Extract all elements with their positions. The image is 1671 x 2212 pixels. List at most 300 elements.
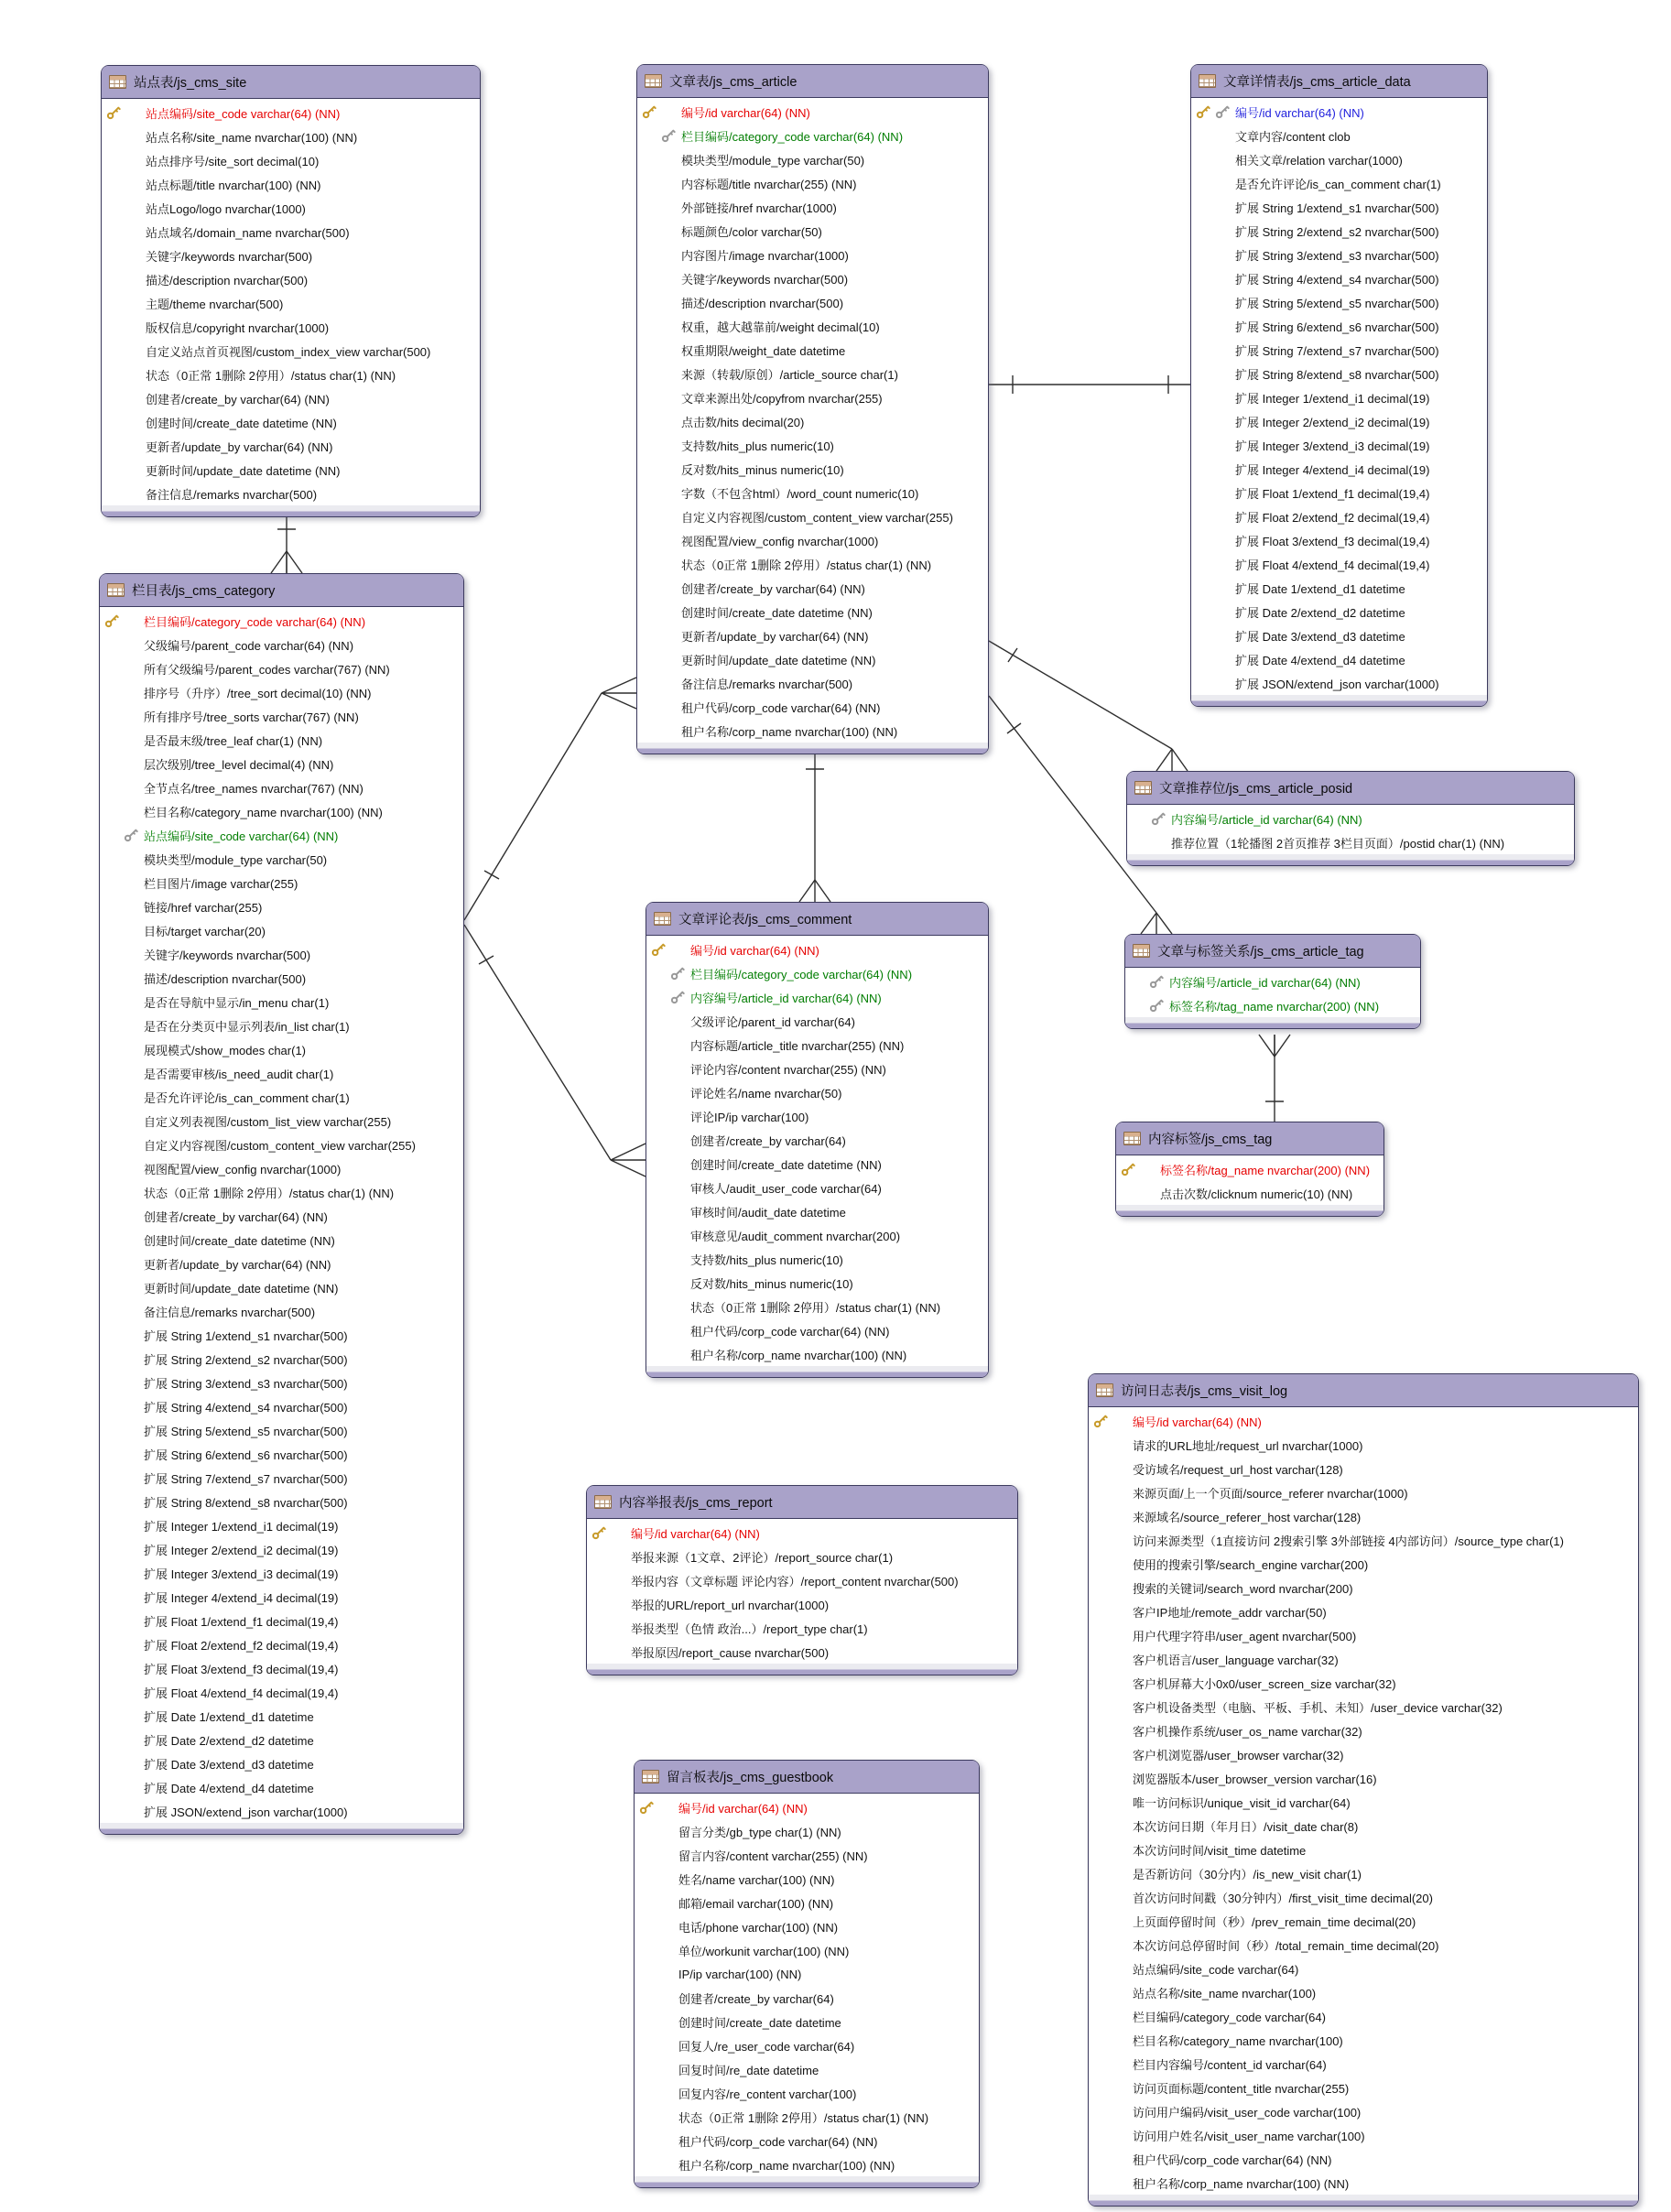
field-row-column[interactable] <box>1089 1719 1638 1742</box>
field-row-fk[interactable] <box>1125 993 1420 1017</box>
field-label: 扩展 String 1/extend_s1 nvarchar(500) <box>1235 201 1439 215</box>
entity-title: 文章推荐位/js_cms_article_posid <box>1159 782 1353 797</box>
field-label: 扩展 Date 3/extend_d3 datetime <box>1235 629 1405 644</box>
field-row-fk[interactable] <box>100 823 463 847</box>
field-row-column[interactable] <box>102 386 480 410</box>
entity-header[interactable] <box>646 903 988 936</box>
field-row-fk[interactable] <box>637 124 988 147</box>
field-label: 首次访问时间戳（30分钟内）/first_visit_time decimal(20) <box>1133 1891 1433 1905</box>
field-label: 本次访问时间/visit_time datetime <box>1133 1843 1307 1858</box>
field-row-column[interactable] <box>637 552 988 576</box>
field-row-column[interactable] <box>1191 385 1487 409</box>
key-icon-slot <box>635 2057 678 2081</box>
entity-header[interactable] <box>637 65 988 98</box>
field-row-column[interactable] <box>102 244 480 267</box>
entity-title: 文章与标签关系/js_cms_article_tag <box>1157 945 1364 960</box>
field-row-column[interactable] <box>635 2010 979 2033</box>
field-row-column[interactable] <box>102 267 480 291</box>
field-row-column[interactable] <box>635 2057 979 2081</box>
field-row-column[interactable] <box>100 1728 463 1751</box>
field-row-column[interactable] <box>1089 1695 1638 1719</box>
field-row-column[interactable] <box>646 1057 988 1080</box>
key-icon-slot <box>100 918 144 942</box>
field-row-column[interactable] <box>635 2129 979 2152</box>
field-row-column[interactable] <box>100 1799 463 1823</box>
entity-header[interactable] <box>1116 1122 1383 1155</box>
table-icon <box>645 74 662 88</box>
key-icon-slot <box>646 1223 690 1247</box>
field-row-column[interactable] <box>100 1751 463 1775</box>
key-icon-slot <box>637 457 681 481</box>
field-row-column[interactable] <box>100 1466 463 1490</box>
field-row-column[interactable] <box>646 1295 988 1318</box>
key-icon-slot <box>637 409 681 433</box>
field-row-column[interactable] <box>100 847 463 871</box>
field-row-column[interactable] <box>635 1891 979 1914</box>
field-row-column[interactable] <box>1089 1814 1638 1838</box>
field-label: 浏览器版本/user_browser_version varchar(16) <box>1133 1772 1377 1786</box>
field-row-column[interactable] <box>1089 1790 1638 1814</box>
field-row-column[interactable] <box>637 623 988 647</box>
field-row-column[interactable] <box>100 1609 463 1632</box>
field-row-column[interactable] <box>1089 2147 1638 2171</box>
entity-js_cms_article_posid[interactable] <box>1126 771 1575 866</box>
field-row-column[interactable] <box>100 1394 463 1418</box>
key-icon-slot <box>646 938 690 961</box>
field-row-column[interactable] <box>1127 830 1574 854</box>
field-row-column[interactable] <box>646 1247 988 1271</box>
key-icon-slot <box>637 504 681 528</box>
field-row-column[interactable] <box>100 1775 463 1799</box>
field-row-column[interactable] <box>1089 1957 1638 1980</box>
field-label: 站点Logo/logo nvarchar(1000) <box>146 201 306 216</box>
field-row-column[interactable] <box>635 1843 979 1867</box>
field-row-column[interactable] <box>102 410 480 434</box>
field-row-column[interactable] <box>100 1418 463 1442</box>
field-row-column[interactable] <box>100 1704 463 1728</box>
field-row-column[interactable] <box>1089 1647 1638 1671</box>
field-row-column[interactable] <box>100 942 463 966</box>
field-row-column[interactable] <box>100 1513 463 1537</box>
key-icon-slot <box>100 895 144 918</box>
field-row-column[interactable] <box>1191 552 1487 576</box>
entity-js_cms_guestbook[interactable] <box>634 1760 980 2188</box>
key-icon-slot <box>637 266 681 290</box>
field-label: 编号/id varchar(64) (NN) <box>1235 105 1364 120</box>
entity-header[interactable] <box>635 1761 979 1794</box>
field-row-column[interactable] <box>646 1104 988 1128</box>
field-row-pk[interactable] <box>635 1795 979 1819</box>
field-label: 唯一访问标识/unique_visit_id varchar(64) <box>1133 1795 1351 1810</box>
field-label: 回复时间/re_date datetime <box>678 2063 819 2077</box>
field-row-column[interactable] <box>637 528 988 552</box>
field-row-column[interactable] <box>102 458 480 482</box>
field-row-column[interactable] <box>1089 1885 1638 1909</box>
field-row-column[interactable] <box>637 481 988 504</box>
key-icon-slot <box>1089 1409 1133 1433</box>
entity-js_cms_report[interactable] <box>586 1485 1018 1675</box>
field-row-column[interactable] <box>100 1228 463 1252</box>
entity-header[interactable] <box>1125 935 1420 968</box>
field-row-column[interactable] <box>100 1347 463 1371</box>
field-row-column[interactable] <box>637 195 988 219</box>
field-label: 来源（转载/原创）/article_source char(1) <box>681 367 898 382</box>
key-icon-slot <box>637 385 681 409</box>
field-row-column[interactable] <box>100 1204 463 1228</box>
field-row-column[interactable] <box>100 1537 463 1561</box>
field-row-column[interactable] <box>587 1545 1017 1568</box>
field-row-column[interactable] <box>637 695 988 719</box>
key-icon-slot <box>102 267 146 291</box>
field-row-column[interactable] <box>637 147 988 171</box>
field-row-column[interactable] <box>587 1592 1017 1616</box>
field-row-column[interactable] <box>100 1680 463 1704</box>
field-label: 目标/target varchar(20) <box>144 924 266 938</box>
field-row-pk[interactable] <box>646 938 988 961</box>
field-row-column[interactable] <box>1191 457 1487 481</box>
field-row-column[interactable] <box>1191 219 1487 243</box>
field-row-column[interactable] <box>100 1014 463 1037</box>
field-row-fk[interactable] <box>1125 970 1420 993</box>
field-row-column[interactable] <box>1191 243 1487 266</box>
field-row-column[interactable] <box>637 266 988 290</box>
field-row-column[interactable] <box>1191 124 1487 147</box>
field-label: 父级编号/parent_code varchar(64) (NN) <box>144 638 354 653</box>
field-row-column[interactable] <box>635 1819 979 1843</box>
field-row-column[interactable] <box>1191 290 1487 314</box>
field-row-column[interactable] <box>100 1656 463 1680</box>
field-row-column[interactable] <box>1191 338 1487 362</box>
field-row-column[interactable] <box>102 482 480 505</box>
field-row-column[interactable] <box>1089 1909 1638 1933</box>
field-row-column[interactable] <box>635 2081 979 2105</box>
field-row-fk[interactable] <box>1127 807 1574 830</box>
field-label: 扩展 JSON/extend_json varchar(1000) <box>1235 677 1439 691</box>
entity-header[interactable] <box>1127 772 1574 805</box>
field-row-column[interactable] <box>1089 1433 1638 1457</box>
key-icon-slot <box>635 2010 678 2033</box>
field-row-fk[interactable] <box>646 961 988 985</box>
field-label: 反对数/hits_minus numeric(10) <box>681 462 844 477</box>
entity-body <box>637 98 988 743</box>
field-row-column[interactable] <box>637 600 988 623</box>
field-row-column[interactable] <box>646 1342 988 1366</box>
table-icon <box>1123 1132 1141 1145</box>
field-row-column[interactable] <box>102 196 480 220</box>
field-label: 排序号（升序）/tree_sort decimal(10) (NN) <box>144 686 372 700</box>
field-row-column[interactable] <box>646 1009 988 1033</box>
field-row-column[interactable] <box>646 1033 988 1057</box>
key-icon-slot <box>100 1299 144 1323</box>
field-row-column[interactable] <box>637 362 988 385</box>
field-row-column[interactable] <box>1089 1457 1638 1480</box>
field-row-column[interactable] <box>1191 171 1487 195</box>
entity-header[interactable] <box>1089 1374 1638 1407</box>
field-row-column[interactable] <box>102 148 480 172</box>
field-row-column[interactable] <box>646 1176 988 1199</box>
field-label: 编号/id varchar(64) (NN) <box>690 943 819 958</box>
field-row-column[interactable] <box>1191 504 1487 528</box>
entity-js_cms_article_data[interactable] <box>1190 64 1488 707</box>
field-row-column[interactable] <box>637 719 988 743</box>
field-row-pk[interactable] <box>587 1521 1017 1545</box>
field-row-column[interactable] <box>637 457 988 481</box>
key-icon-slot <box>1191 338 1235 362</box>
entity-js_cms_comment[interactable] <box>646 902 989 1378</box>
key-icon-slot <box>587 1592 631 1616</box>
field-row-column[interactable] <box>646 1199 988 1223</box>
field-row-pkfk[interactable] <box>1191 100 1487 124</box>
field-row-column[interactable] <box>100 1085 463 1109</box>
key-icon-slot <box>100 1751 144 1775</box>
field-row-column[interactable] <box>587 1640 1017 1664</box>
field-row-column[interactable] <box>1089 1528 1638 1552</box>
key-icon-slot <box>100 1466 144 1490</box>
field-row-column[interactable] <box>1191 147 1487 171</box>
field-row-column[interactable] <box>1089 1671 1638 1695</box>
field-row-column[interactable] <box>100 918 463 942</box>
field-row-column[interactable] <box>635 1986 979 2010</box>
key-icon-slot <box>100 1252 144 1275</box>
field-row-column[interactable] <box>1089 2099 1638 2123</box>
field-row-column[interactable] <box>637 409 988 433</box>
field-row-column[interactable] <box>102 172 480 196</box>
field-row-column[interactable] <box>100 1490 463 1513</box>
field-row-column[interactable] <box>100 1037 463 1061</box>
field-row-column[interactable] <box>635 2105 979 2129</box>
field-row-column[interactable] <box>1089 2123 1638 2147</box>
field-row-column[interactable] <box>637 219 988 243</box>
field-row-column[interactable] <box>1089 1861 1638 1885</box>
field-row-fk[interactable] <box>646 985 988 1009</box>
field-row-column[interactable] <box>637 576 988 600</box>
key-icon-slot <box>1089 1838 1133 1861</box>
field-row-pk[interactable] <box>100 609 463 633</box>
field-row-column[interactable] <box>100 1252 463 1275</box>
key-icon-slot <box>1191 504 1235 528</box>
field-row-column[interactable] <box>637 171 988 195</box>
field-row-column[interactable] <box>1191 481 1487 504</box>
field-row-column[interactable] <box>102 339 480 363</box>
field-row-column[interactable] <box>1191 314 1487 338</box>
field-row-column[interactable] <box>100 656 463 680</box>
field-row-column[interactable] <box>1089 2171 1638 2195</box>
entity-body <box>635 1794 979 2176</box>
field-row-column[interactable] <box>635 1914 979 1938</box>
field-row-column[interactable] <box>646 1080 988 1104</box>
key-icon-slot <box>587 1616 631 1640</box>
field-label: 扩展 String 8/extend_s8 nvarchar(500) <box>144 1495 348 1510</box>
field-row-column[interactable] <box>102 434 480 458</box>
field-row-column[interactable] <box>635 2152 979 2176</box>
field-row-column[interactable] <box>587 1568 1017 1592</box>
field-row-column[interactable] <box>100 1275 463 1299</box>
field-row-column[interactable] <box>1089 2028 1638 2052</box>
key-icon-slot <box>1191 290 1235 314</box>
field-label: 创建者/create_by varchar(64) (NN) <box>681 581 865 596</box>
field-row-column[interactable] <box>635 1938 979 1962</box>
entity-header[interactable] <box>100 574 463 607</box>
field-row-pk[interactable] <box>1116 1157 1383 1181</box>
entity-js_cms_article_tag[interactable] <box>1124 934 1421 1029</box>
key-icon-slot <box>100 1014 144 1037</box>
key-icon-slot <box>1089 1576 1133 1599</box>
field-row-column[interactable] <box>637 385 988 409</box>
entity-header[interactable] <box>102 66 480 99</box>
field-row-column[interactable] <box>646 1223 988 1247</box>
key-icon-slot <box>587 1545 631 1568</box>
field-row-column[interactable] <box>102 291 480 315</box>
field-row-column[interactable] <box>1191 362 1487 385</box>
field-row-column[interactable] <box>100 1442 463 1466</box>
field-row-column[interactable] <box>646 1271 988 1295</box>
entity-header[interactable] <box>1191 65 1487 98</box>
field-row-column[interactable] <box>100 1371 463 1394</box>
field-row-column[interactable] <box>646 1128 988 1152</box>
field-row-column[interactable] <box>102 315 480 339</box>
field-row-column[interactable] <box>100 1323 463 1347</box>
field-row-column[interactable] <box>1191 433 1487 457</box>
field-row-column[interactable] <box>1089 2004 1638 2028</box>
entity-body <box>1125 968 1420 1017</box>
field-label: 状态（0正常 1删除 2停用）/status char(1) (NN) <box>144 1186 395 1200</box>
field-row-column[interactable] <box>637 433 988 457</box>
field-row-column[interactable] <box>1089 2052 1638 2076</box>
field-row-column[interactable] <box>635 2033 979 2057</box>
field-row-column[interactable] <box>1089 1980 1638 2004</box>
field-row-column[interactable] <box>100 704 463 728</box>
entity-js_cms_article[interactable] <box>636 64 989 754</box>
field-label: 层次级别/tree_level decimal(4) (NN) <box>144 757 334 772</box>
field-row-column[interactable] <box>100 1561 463 1585</box>
key-icon-slot <box>1191 314 1235 338</box>
field-row-column[interactable] <box>100 990 463 1014</box>
field-label: 权重，越大越靠前/weight decimal(10) <box>681 320 880 334</box>
field-row-column[interactable] <box>100 1299 463 1323</box>
field-label: 扩展 String 2/extend_s2 nvarchar(500) <box>1235 224 1439 239</box>
field-row-column[interactable] <box>646 1152 988 1176</box>
field-row-column[interactable] <box>1089 1576 1638 1599</box>
field-label: 扩展 Float 4/extend_f4 decimal(19,4) <box>1235 558 1430 572</box>
field-row-pk[interactable] <box>102 101 480 125</box>
field-row-column[interactable] <box>1089 1933 1638 1957</box>
field-row-column[interactable] <box>1089 1552 1638 1576</box>
field-row-column[interactable] <box>1191 600 1487 623</box>
field-row-column[interactable] <box>1089 1480 1638 1504</box>
field-row-column[interactable] <box>1089 1623 1638 1647</box>
field-row-column[interactable] <box>100 1180 463 1204</box>
field-row-column[interactable] <box>100 1061 463 1085</box>
field-row-column[interactable] <box>100 1109 463 1133</box>
field-row-column[interactable] <box>1089 1599 1638 1623</box>
field-row-column[interactable] <box>100 871 463 895</box>
field-row-column[interactable] <box>100 966 463 990</box>
entity-js_cms_visit_log[interactable] <box>1088 1373 1639 2207</box>
field-label: 留言分类/gb_type char(1) (NN) <box>678 1825 841 1839</box>
field-row-column[interactable] <box>1191 195 1487 219</box>
field-row-column[interactable] <box>100 799 463 823</box>
field-row-column[interactable] <box>1089 1766 1638 1790</box>
field-row-column[interactable] <box>637 314 988 338</box>
field-row-column[interactable] <box>1089 1838 1638 1861</box>
table-icon <box>642 1770 659 1784</box>
field-row-pk[interactable] <box>637 100 988 124</box>
entity-js_cms_site[interactable] <box>101 65 481 517</box>
key-icon-slot <box>1191 623 1235 647</box>
field-label: 创建时间/create_date datetime (NN) <box>690 1157 882 1172</box>
key-icon-slot <box>1191 124 1235 147</box>
field-row-column[interactable] <box>1191 409 1487 433</box>
field-row-column[interactable] <box>1089 1504 1638 1528</box>
field-label: 站点名称/site_name nvarchar(100) <box>1133 1986 1317 2001</box>
field-label: 举报来源（1文章、2评论）/report_source char(1) <box>631 1550 894 1565</box>
field-row-column[interactable] <box>637 504 988 528</box>
key-icon-slot <box>637 433 681 457</box>
field-row-column[interactable] <box>1116 1181 1383 1205</box>
field-row-column[interactable] <box>100 775 463 799</box>
field-label: 举报内容（文章标题 评论内容）/report_content nvarchar(500) <box>631 1574 959 1589</box>
field-row-column[interactable] <box>637 338 988 362</box>
field-row-column[interactable] <box>587 1616 1017 1640</box>
field-row-column[interactable] <box>1191 671 1487 695</box>
field-row-column[interactable] <box>100 752 463 775</box>
entity-footer <box>102 505 480 516</box>
field-row-column[interactable] <box>1191 623 1487 647</box>
field-row-column[interactable] <box>635 1962 979 1986</box>
field-label: 编号/id varchar(64) (NN) <box>631 1526 760 1541</box>
key-icon-slot <box>100 966 144 990</box>
field-row-column[interactable] <box>100 633 463 656</box>
field-label: 扩展 Integer 3/extend_i3 decimal(19) <box>1235 439 1430 453</box>
field-row-pk[interactable] <box>1089 1409 1638 1433</box>
field-row-column[interactable] <box>637 647 988 671</box>
field-row-column[interactable] <box>637 290 988 314</box>
entity-js_cms_category[interactable] <box>99 573 464 1835</box>
field-row-column[interactable] <box>100 1133 463 1156</box>
key-icon-slot <box>102 386 146 410</box>
field-row-column[interactable] <box>1089 2076 1638 2099</box>
entity-header[interactable] <box>587 1486 1017 1519</box>
field-row-column[interactable] <box>102 363 480 386</box>
key-icon-slot <box>100 1394 144 1418</box>
field-row-column[interactable] <box>100 1632 463 1656</box>
key-icon-slot <box>635 1962 678 1986</box>
entity-js_cms_tag[interactable] <box>1115 1122 1384 1217</box>
key-icon-slot <box>1191 171 1235 195</box>
primary-key-icon <box>639 1800 654 1815</box>
field-row-column[interactable] <box>1191 576 1487 600</box>
field-row-column[interactable] <box>1089 1742 1638 1766</box>
field-row-column[interactable] <box>1191 528 1487 552</box>
field-row-column[interactable] <box>646 1318 988 1342</box>
field-label: 扩展 Date 1/extend_d1 datetime <box>144 1709 314 1724</box>
field-row-column[interactable] <box>1191 647 1487 671</box>
field-row-column[interactable] <box>102 125 480 148</box>
field-row-column[interactable] <box>635 1867 979 1891</box>
field-label: 扩展 String 8/extend_s8 nvarchar(500) <box>1235 367 1439 382</box>
field-row-column[interactable] <box>637 243 988 266</box>
field-row-column[interactable] <box>1191 266 1487 290</box>
field-row-column[interactable] <box>100 728 463 752</box>
field-row-column[interactable] <box>102 220 480 244</box>
entity-body <box>102 99 480 505</box>
field-row-column[interactable] <box>100 680 463 704</box>
field-row-column[interactable] <box>100 895 463 918</box>
field-row-column[interactable] <box>637 671 988 695</box>
field-label: 扩展 Integer 1/extend_i1 decimal(19) <box>144 1519 339 1534</box>
field-row-column[interactable] <box>100 1585 463 1609</box>
field-row-column[interactable] <box>100 1156 463 1180</box>
